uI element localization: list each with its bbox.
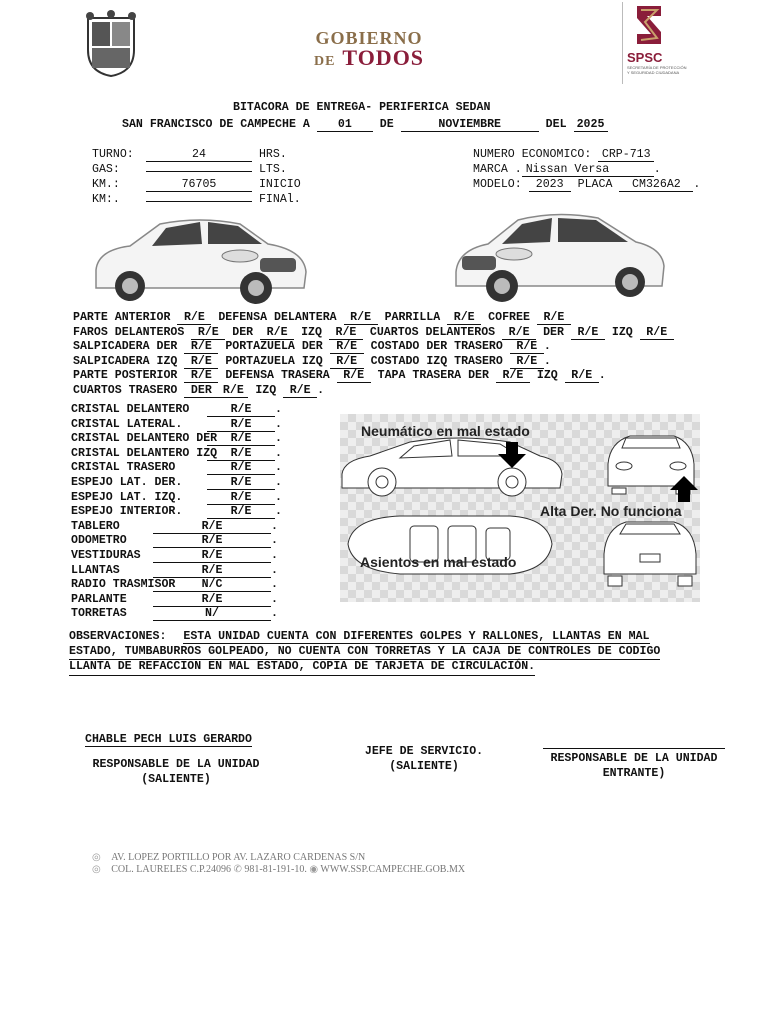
interior-item-row (71, 418, 282, 433)
jefe-role (360, 744, 488, 774)
km-label: KM.: (92, 178, 120, 191)
interior-item-label: CRISTAL LATERAL. (71, 417, 183, 431)
interior-item-value: R/E (153, 564, 271, 578)
izq-label: IZQ (255, 383, 277, 397)
interior-item-label: LLANTAS (71, 563, 120, 577)
cuartos-trasero-label: CUARTOS TRASERO (73, 383, 178, 397)
der-label: DER (543, 325, 564, 339)
interior-item-row (71, 578, 282, 593)
der-label: DER (232, 325, 254, 339)
izq-label: IZQ (611, 325, 633, 339)
spsc-sub1: SECRETARÍA DE PROTECCIÓN (627, 65, 687, 70)
cuartos-delanteros-label: CUARTOS DELANTEROS (369, 325, 496, 339)
date-line (122, 118, 608, 132)
date-del: DEL (545, 118, 567, 131)
cuartos-trasero-der-value: R/E (218, 384, 248, 398)
num-eco-label: NUMERO ECONOMICO: (473, 148, 592, 161)
interior-item-dot: . (275, 490, 282, 504)
spsc-logo (622, 2, 687, 84)
entrante-role1: RESPONSABLE DE LA UNIDAD (550, 752, 718, 765)
interior-item-label: ODOMETRO (71, 534, 127, 548)
car-image-front-left (452, 206, 666, 308)
interior-item-label: TORRETAS (71, 607, 127, 621)
interior-item-value: R/E (153, 534, 271, 548)
portazuela-izq-value: R/E (330, 355, 364, 369)
date-month: NOVIEMBRE (401, 118, 539, 132)
salpicadera-izq-label: SALPICADERA IZQ (73, 354, 178, 368)
footer-colonia: COL. LAURELES C.P.24096 (111, 864, 231, 875)
interior-item-label: CRISTAL DELANTERO DER (71, 432, 218, 446)
interior-item-dot: . (275, 461, 282, 475)
km2-value (146, 201, 252, 202)
faros-value: R/E (191, 326, 225, 340)
cofree-label: COFREE (488, 311, 530, 324)
footer-address: AV. LOPEZ PORTILLO POR AV. LAZARO CARDENAS S/N (111, 852, 366, 863)
location-pin-icon: ◎ (92, 852, 101, 863)
gas-label: GAS: (92, 163, 120, 176)
modelo-value: 2023 (529, 178, 571, 192)
checklist-row (73, 326, 674, 341)
cuartos-value: R/E (502, 326, 536, 340)
entrante-role2: ENTRANTE) (602, 767, 666, 780)
date-year: 2025 (574, 118, 608, 132)
damage-diagram (340, 414, 700, 602)
km2-label: KM:. (92, 193, 120, 206)
interior-item-value: R/E (153, 593, 271, 607)
marca-value: Nissan Versa (522, 163, 654, 177)
interior-item-row (71, 432, 282, 447)
alta-note: Alta Der. No funciona (540, 503, 682, 519)
costado-der-value: R/E (510, 340, 544, 354)
interior-item-row (71, 476, 282, 491)
checklist-row (73, 311, 674, 326)
parte-anterior-label: PARTE ANTERIOR (73, 311, 171, 324)
gobierno-de-todos-logo (314, 28, 424, 71)
interior-item-dot: . (275, 403, 282, 416)
interior-item-label: VESTIDURAS (71, 548, 141, 562)
interior-item-row (71, 505, 282, 520)
salpicadera-der-value: R/E (184, 340, 218, 354)
gas-value (146, 171, 252, 172)
interior-item-row (71, 491, 282, 506)
tapa-trasera-label: TAPA TRASERA DER (377, 369, 489, 382)
footer-phone: 981-81-191-10. (244, 864, 307, 875)
km-value: 76705 (146, 178, 252, 192)
faros-delanteros-label: FAROS DELANTEROS (73, 325, 185, 339)
interior-item-value: R/E (153, 549, 271, 563)
globe-icon: ◉ (309, 864, 319, 875)
costado-izq-value: R/E (510, 355, 544, 369)
interior-item-label: CRISTAL DELANTERO IZQ (71, 446, 218, 460)
interior-item-label: ESPEJO INTERIOR. (71, 505, 183, 519)
interior-item-row (71, 534, 282, 549)
marca-label: MARCA . (473, 163, 522, 176)
document-title: BITACORA DE ENTREGA- PERIFERICA SEDAN (233, 101, 491, 114)
num-eco-value: CRP-713 (598, 148, 654, 162)
interior-item-dot: . (275, 505, 282, 519)
interior-item-row (71, 607, 282, 622)
observaciones-label: OBSERVACIONES: (69, 630, 167, 643)
interior-item-value: R/E (153, 520, 271, 534)
defensa-trasera-value: R/E (337, 369, 371, 383)
turno-unit: HRS. (258, 148, 287, 161)
interior-item-value: R/E (207, 418, 275, 432)
interior-item-row (71, 564, 282, 579)
faros-izq-value: R/E (329, 326, 363, 340)
cuartos-trasero-izq-value: R/E (283, 384, 317, 398)
tapa-trasera-izq-value: R/E (565, 369, 599, 383)
izq-label: IZQ (536, 369, 558, 382)
tapa-trasera-der-value: R/E (496, 369, 530, 383)
observaciones-line2: ESTADO, TUMBABURROS GOLPEADO, NO CUENTA CON TORRETAS Y LA CAJA DE CONTROLES DE CODIGO (69, 645, 660, 661)
saliente-name-text: CHABLE PECH LUIS GERARDO (85, 733, 252, 746)
date-de: DE (379, 118, 394, 131)
interior-item-label: CRISTAL TRASERO (71, 461, 176, 475)
interior-item-label: ESPEJO LAT. IZQ. (71, 490, 183, 504)
salpicadera-izq-value: R/E (184, 355, 218, 369)
interior-item-label: ESPEJO LAT. DER. (71, 475, 183, 489)
interior-item-row (71, 447, 282, 462)
interior-item-value: R/E (207, 403, 275, 417)
interior-item-dot: . (275, 417, 282, 431)
exterior-checklist (73, 311, 674, 398)
date-day: 01 (317, 118, 373, 132)
interior-item-dot: . (271, 548, 278, 562)
interior-item-dot: . (271, 592, 278, 606)
interior-item-dot: . (271, 578, 278, 592)
vehicle-info-right: NUMERO ECONOMICO: CRP-713 MARCA . Nissan Versa . MODELO: 2023 PLACA CM326A2 . (473, 148, 701, 191)
interior-item-value: R/E (207, 461, 275, 475)
footer-line2 (92, 864, 465, 875)
saliente-role2: (SALIENTE) (141, 773, 211, 786)
cuartos-der-value: R/E (571, 326, 605, 340)
faros-der-value: R/E (260, 326, 294, 340)
interior-item-value: R/E (207, 447, 275, 461)
interior-item-row (71, 593, 282, 608)
vehicle-info-left (92, 147, 301, 207)
interior-item-row (71, 549, 282, 564)
parte-posterior-value: R/E (184, 369, 218, 383)
saliente-name (85, 733, 252, 746)
checklist-row: CUARTOS TRASERO DER R/E IZQ R/E . (73, 383, 325, 397)
defensa-delantera-label: DEFENSA DELANTERA (218, 311, 337, 324)
neumatico-note: Neumático en mal estado (361, 423, 530, 439)
parte-posterior-label: PARTE POSTERIOR (73, 369, 178, 382)
cuartos-izq-value: R/E (640, 326, 674, 340)
interior-item-dot: . (275, 446, 282, 460)
car-image-front-right (90, 210, 312, 310)
checklist-row: SALPICADERA IZQ R/E PORTAZUELA IZQ R/E COSTADO IZQ TRASERO R/E . (73, 354, 551, 368)
spsc-sub2: Y SEGURIDAD CIUDADANA (627, 70, 680, 75)
observaciones-line1: ESTA UNIDAD CUENTA CON DIFERENTES GOLPES Y RALLONES, LLANTAS EN MAL (183, 630, 650, 643)
saliente-role (85, 757, 267, 787)
interior-item-dot: . (275, 475, 282, 489)
parrilla-value: R/E (447, 311, 481, 325)
car-rear-view-drawing (604, 522, 696, 586)
parte-anterior-value: R/E (177, 311, 211, 325)
todos-text: TODOS (342, 45, 425, 70)
checklist-row: PARTE POSTERIOR R/E DEFENSA TRASERA R/E TAPA TRASERA DER R/E IZQ R/E . (73, 369, 606, 382)
cuartos-trasero-der-label: DER (184, 384, 218, 398)
de-text: DE (314, 54, 336, 69)
interior-item-value: N/ (153, 607, 271, 621)
interior-item-value: R/E (207, 491, 275, 505)
defensa-trasera-label: DEFENSA TRASERA (225, 369, 330, 382)
interior-item-label: RADIO TRASMISOR (71, 578, 176, 592)
km-unit: INICIO (258, 178, 301, 191)
interior-item-label: PARLANTE (71, 592, 127, 606)
km2-unit: FINAl. (258, 193, 301, 206)
interior-item-value: R/E (207, 505, 275, 519)
defensa-delantera-value: R/E (344, 311, 378, 325)
entrante-signature-line (543, 748, 725, 749)
portazuela-der-label: PORTAZUELA DER (225, 340, 323, 353)
spsc-emblem-icon (627, 2, 671, 48)
turno-label: TURNO: (92, 148, 134, 161)
city-prefix: SAN FRANCISCO DE CAMPECHE A (122, 118, 310, 131)
izq-label: IZQ (301, 325, 322, 339)
turno-value: 24 (146, 148, 252, 162)
costado-izq-label: COSTADO IZQ TRASERO (370, 354, 503, 368)
gas-unit: LTS. (258, 163, 287, 176)
parrilla-label: PARRILLA (384, 311, 441, 324)
car-side-view-drawing (342, 438, 562, 496)
checklist-row: SALPICADERA DER R/E PORTAZUELA DER R/E COSTADO DER TRASERO R/E . (73, 340, 551, 353)
footer-website[interactable]: WWW.SSP.CAMPECHE.GOB.MX (320, 864, 466, 875)
jefe-role2: (SALIENTE) (389, 760, 459, 773)
costado-der-label: COSTADO DER TRASERO (370, 340, 503, 353)
asientos-note: Asientos en mal estado (360, 554, 517, 570)
spsc-label: SPSC (627, 50, 663, 65)
interior-item-dot: . (271, 519, 278, 533)
interior-item-dot: . (275, 432, 282, 446)
footer-line1 (92, 852, 365, 863)
modelo-label: MODELO: (473, 178, 522, 191)
portazuela-der-value: R/E (330, 340, 364, 354)
saliente-role1: RESPONSABLE DE LA UNIDAD (92, 758, 260, 771)
gobierno-text: GOBIERNO (315, 28, 423, 48)
interior-item-value: R/E (207, 476, 275, 490)
interior-item-value: R/E (207, 432, 275, 446)
interior-item-dot: . (271, 607, 278, 621)
interior-item-row (71, 520, 282, 535)
interior-item-label: CRISTAL DELANTERO (71, 403, 190, 416)
observaciones-block (69, 630, 660, 676)
interior-item-value: N/C (153, 578, 271, 592)
portazuela-izq-label: PORTAZUELA IZQ (225, 354, 323, 368)
interior-item-dot: . (271, 563, 278, 577)
placa-value: CM326A2 (619, 178, 693, 192)
interior-checklist (71, 403, 282, 622)
campeche-seal-logo (82, 10, 140, 78)
placa-label: PLACA (577, 178, 613, 191)
interior-item-label: TABLERO (71, 519, 120, 533)
cofree-value: R/E (537, 311, 571, 325)
phone-icon: ✆ (233, 864, 242, 875)
interior-item-row (71, 461, 282, 476)
salpicadera-der-label: SALPICADERA DER (73, 340, 178, 353)
entrante-role (541, 751, 727, 781)
location-pin-icon: ◎ (92, 864, 101, 875)
interior-item-dot: . (271, 534, 278, 548)
jefe-role1: JEFE DE SERVICIO. (364, 745, 484, 758)
interior-item-row (71, 403, 282, 418)
observaciones-line3: LLANTA DE REFACCION EN MAL ESTADO, COPIA DE TARJETA DE CIRCULACIÓN. (69, 660, 535, 676)
